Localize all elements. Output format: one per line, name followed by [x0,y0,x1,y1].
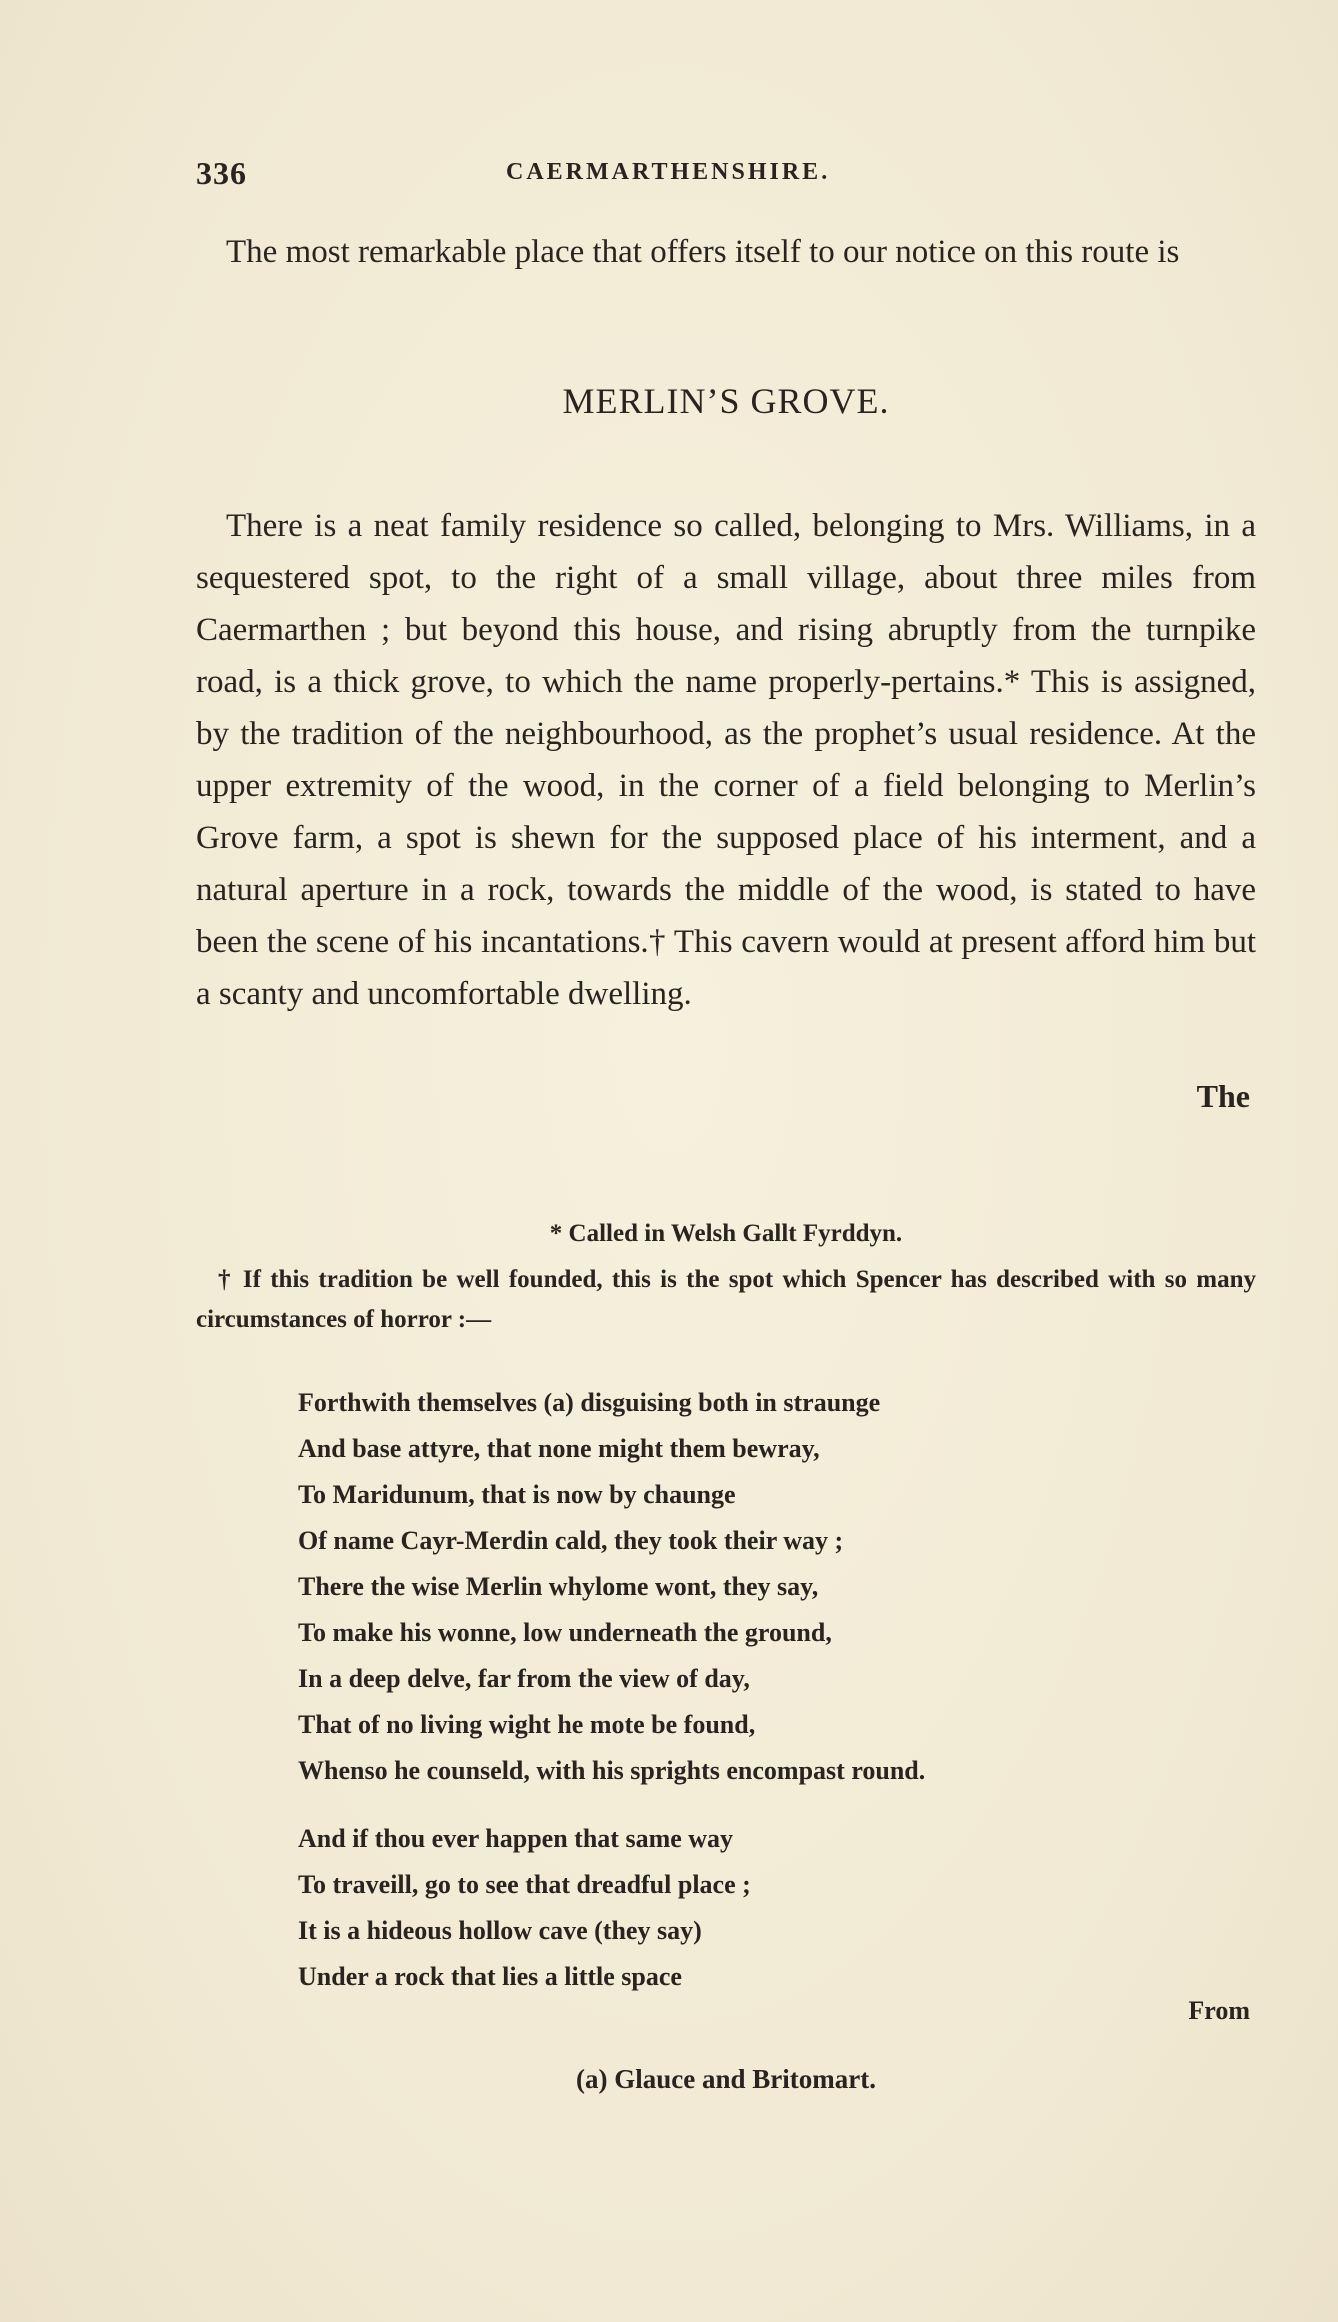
catchword: The [1196,1078,1250,1114]
verse-line: In a deep delve, far from the view of day, [298,1664,750,1693]
intro-paragraph: The most remarkable place that offers itself to our notice on this route is [226,234,1180,270]
footnote-star: * Called in Welsh Gallt Fyrddyn. [549,1220,903,1247]
verse-line: To Maridunum, that is now by chaunge [298,1480,736,1509]
subnote: (a) Glauce and Britomart. [576,2064,876,2094]
verse-stanza-1 [298,1380,925,1794]
page-number: 336 [196,155,247,191]
verse-line: And base attyre, that none might them bewray, [298,1434,820,1463]
running-head: CAERMARTHENSHIRE. [506,159,831,185]
verse-stanza-2 [298,1816,751,2000]
verse-line: It is a hideous hollow cave (they say) [298,1916,702,1945]
verse-line: Of name Cayr-Merdin cald, they took their way ; [298,1526,844,1555]
footnote-dagger: † If this tradition be well founded, this is the spot which Spencer has described with so many circumstances of horror :— [196,1266,1256,1333]
verse-line: And if thou ever happen that same way [298,1824,734,1853]
verse-line: To traveill, go to see that dreadful place ; [298,1870,751,1899]
verse-line: There the wise Merlin whylome wont, they say, [298,1572,819,1601]
catchword: From [1188,1996,1250,2025]
verse-line: That of no living wight he mote be found, [298,1710,756,1739]
verse-line: Under a rock that lies a little space [298,1962,682,1991]
verse-line: Whenso he counseld, with his sprights encompast round. [298,1756,926,1785]
verse-line: To make his wonne, low underneath the ground, [298,1618,832,1647]
main-paragraph: There is a neat family residence so called, belonging to Mrs. Williams, in a sequestered spot, to the right of a small village, about three miles from Caermarthen ; but beyond this house, and rising abruptly from the turnpike road, is a thick grove, to which the name properly-pertains.* This is assigned, by the tradition of the neighbourhood, as the prophet’s usual residence. At the upper extremity of the wood, in the corner of a field belonging to Merlin’s Grove farm, a spot is shewn for the supposed place of his interment, and a natural aperture in a rock, towards the middle of the wood, is stated to have been the scene of his incantations.† This cavern would at present afford him but a scanty and uncomfortable dwelling. [196,508,1256,1012]
verse-line: Forthwith themselves (a) disguising both in straunge [298,1388,881,1417]
page-header [196,155,1256,195]
section-heading: MERLIN’S GROVE. [562,381,890,421]
